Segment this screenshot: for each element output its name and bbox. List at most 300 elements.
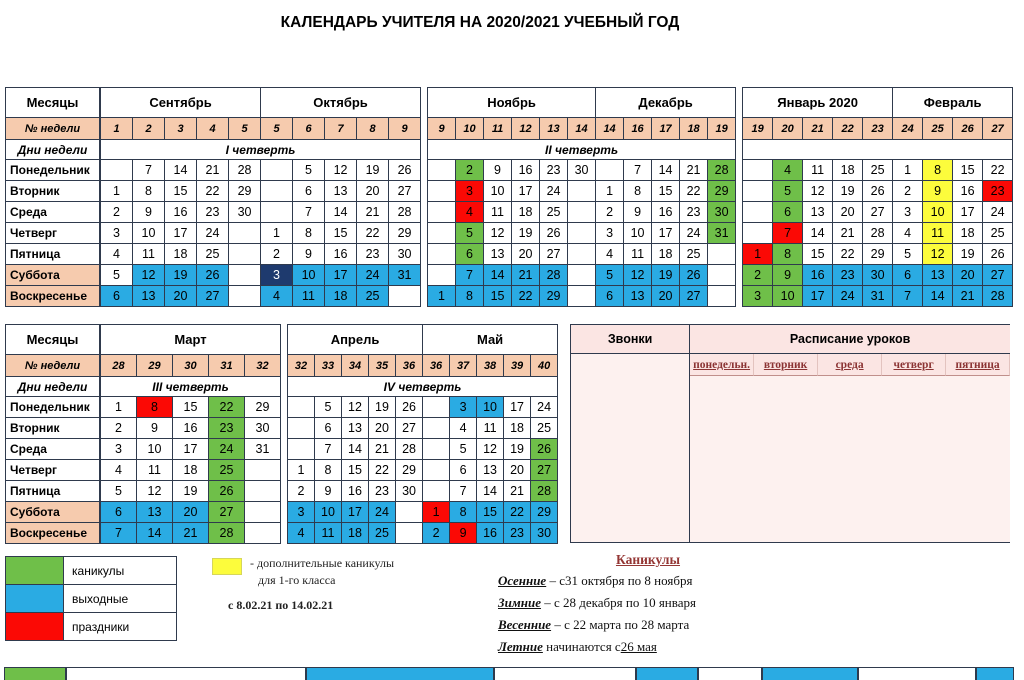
day-cell: 18 (833, 160, 863, 181)
day-cell: 4 (288, 523, 315, 544)
day-cell (428, 244, 456, 265)
day-cell: 2 (456, 160, 484, 181)
vacation-item: Осенние – с31 октября по 8 ноября (498, 573, 693, 588)
day-cell: 5 (101, 265, 133, 286)
day-cell: 11 (803, 160, 833, 181)
calendar-month-block (427, 87, 736, 307)
day-cell: 3 (101, 223, 133, 244)
day-cell: 13 (477, 460, 504, 481)
day-cell: 27 (540, 244, 568, 265)
bells-empty-body (571, 354, 690, 542)
day-cell: 14 (165, 160, 197, 181)
week-number: 26 (953, 118, 983, 140)
legend-label: каникулы (64, 557, 177, 585)
week-number: 29 (137, 355, 173, 377)
day-cell: 17 (652, 223, 680, 244)
day-cell: 10 (315, 502, 342, 523)
day-cell: 4 (261, 286, 293, 307)
day-cell: 31 (708, 223, 736, 244)
day-cell: 2 (596, 202, 624, 223)
day-cell: 24 (983, 202, 1013, 223)
day-cell: 23 (540, 160, 568, 181)
day-cell: 28 (983, 286, 1013, 307)
day-cell: 22 (680, 181, 708, 202)
day-cell: 31 (389, 265, 421, 286)
day-cell: 3 (101, 439, 137, 460)
day-cell: 29 (540, 286, 568, 307)
day-cell: 30 (531, 523, 558, 544)
day-cell (708, 286, 736, 307)
day-cell: 20 (369, 418, 396, 439)
day-cell: 20 (173, 502, 209, 523)
week-number: 17 (652, 118, 680, 140)
week-number: 1 (101, 118, 133, 140)
day-cell: 24 (531, 397, 558, 418)
day-cell (288, 397, 315, 418)
day-cell (423, 439, 450, 460)
day-cell: 24 (209, 439, 245, 460)
day-cell: 21 (197, 160, 229, 181)
vacations-info (498, 552, 798, 661)
week-number: 19 (743, 118, 773, 140)
day-cell (743, 202, 773, 223)
day-cell: 4 (101, 460, 137, 481)
day-cell: 4 (596, 244, 624, 265)
day-cell: 22 (512, 286, 540, 307)
day-cell: 10 (477, 397, 504, 418)
day-cell: 28 (229, 160, 261, 181)
day-cell: 20 (833, 202, 863, 223)
day-cell (708, 265, 736, 286)
day-cell: 17 (173, 439, 209, 460)
week-number: 7 (325, 118, 357, 140)
day-cell: 31 (245, 439, 281, 460)
day-cell: 28 (209, 523, 245, 544)
day-cell: 28 (531, 481, 558, 502)
day-cell: 26 (983, 244, 1013, 265)
day-cell: 5 (893, 244, 923, 265)
day-cell: 21 (833, 223, 863, 244)
day-cell: 18 (342, 523, 369, 544)
day-cell: 6 (596, 286, 624, 307)
day-cell (568, 202, 596, 223)
day-cell: 29 (389, 223, 421, 244)
day-cell: 22 (983, 160, 1013, 181)
month-name: Февраль (893, 88, 1013, 118)
day-cell (568, 286, 596, 307)
day-cell: 4 (456, 202, 484, 223)
vacation-item: Летние начинаются с26 мая (498, 639, 657, 654)
day-cell: 17 (953, 202, 983, 223)
day-cell: 23 (369, 481, 396, 502)
day-cell: 26 (863, 181, 893, 202)
day-cell: 27 (531, 460, 558, 481)
day-cell: 14 (484, 265, 512, 286)
day-cell: 17 (342, 502, 369, 523)
day-cell: 23 (209, 418, 245, 439)
day-cell: 27 (396, 418, 423, 439)
day-cell: 4 (773, 160, 803, 181)
day-cell: 21 (953, 286, 983, 307)
day-cell: 13 (923, 265, 953, 286)
label-weekdays: Дни недели (6, 140, 100, 160)
note-line-1: - дополнительные каникулы (250, 556, 395, 570)
day-cell: 24 (369, 502, 396, 523)
day-name-1: Понедельник (6, 160, 100, 181)
cropped-bottom-row (4, 667, 1016, 680)
day-cell: 16 (477, 523, 504, 544)
day-cell (568, 223, 596, 244)
day-cell: 13 (342, 418, 369, 439)
day-cell (288, 418, 315, 439)
day-cell: 15 (484, 286, 512, 307)
day-cell: 22 (833, 244, 863, 265)
day-cell: 8 (773, 244, 803, 265)
day-cell: 21 (173, 523, 209, 544)
day-cell: 23 (680, 202, 708, 223)
day-cell: 5 (450, 439, 477, 460)
day-cell: 7 (315, 439, 342, 460)
day-cell: 15 (173, 397, 209, 418)
day-name-2: Вторник (6, 181, 100, 202)
day-cell: 20 (357, 181, 389, 202)
day-cell: 20 (165, 286, 197, 307)
page-title: КАЛЕНДАРЬ УЧИТЕЛЯ НА 2020/2021 УЧЕБНЫЙ ГОД (280, 14, 680, 31)
day-cell: 3 (893, 202, 923, 223)
day-cell: 10 (923, 202, 953, 223)
day-cell: 16 (165, 202, 197, 223)
day-cell: 13 (133, 286, 165, 307)
day-cell: 31 (863, 286, 893, 307)
month-name: Декабрь (596, 88, 736, 118)
week-number: 35 (369, 355, 396, 377)
label-months: Месяцы (6, 88, 100, 118)
day-cell: 6 (293, 181, 325, 202)
day-cell: 2 (101, 202, 133, 223)
cropped-cell (762, 667, 858, 680)
day-name-3: Среда (6, 202, 100, 223)
legend-label: праздники (64, 613, 177, 641)
day-cell: 9 (624, 202, 652, 223)
vacation-season: Весенние (498, 617, 552, 632)
day-cell: 19 (652, 265, 680, 286)
week-number: 34 (342, 355, 369, 377)
day-cell: 16 (803, 265, 833, 286)
day-cell: 19 (953, 244, 983, 265)
day-name-2: Вторник (6, 418, 100, 439)
cropped-cell (636, 667, 698, 680)
day-cell: 25 (540, 202, 568, 223)
day-cell: 4 (893, 223, 923, 244)
month-name: Октябрь (261, 88, 421, 118)
day-cell: 1 (743, 244, 773, 265)
day-cell: 18 (953, 223, 983, 244)
day-cell: 3 (596, 223, 624, 244)
day-cell: 9 (137, 418, 173, 439)
week-number: 20 (773, 118, 803, 140)
day-cell: 5 (315, 397, 342, 418)
day-cell: 1 (101, 397, 137, 418)
day-cell: 1 (288, 460, 315, 481)
legend-label: выходные (64, 585, 177, 613)
day-cell: 24 (540, 181, 568, 202)
legend-table (5, 556, 177, 641)
day-cell (568, 265, 596, 286)
day-cell: 21 (357, 202, 389, 223)
quarter-label (743, 140, 1013, 160)
calendar-month-block (287, 324, 558, 544)
day-cell: 19 (165, 265, 197, 286)
top-calendar-table (5, 87, 1013, 307)
day-cell: 16 (173, 418, 209, 439)
day-cell: 24 (833, 286, 863, 307)
day-cell: 7 (450, 481, 477, 502)
row-label-column (5, 87, 100, 307)
day-cell: 6 (773, 202, 803, 223)
day-cell: 17 (504, 397, 531, 418)
day-cell: 25 (369, 523, 396, 544)
day-cell: 8 (624, 181, 652, 202)
week-number: 21 (803, 118, 833, 140)
day-cell: 23 (504, 523, 531, 544)
vacation-season: Зимние (498, 595, 541, 610)
day-cell: 14 (477, 481, 504, 502)
week-number: 32 (245, 355, 281, 377)
day-cell: 14 (137, 523, 173, 544)
day-cell: 27 (983, 265, 1013, 286)
week-number: 31 (209, 355, 245, 377)
day-cell: 29 (396, 460, 423, 481)
day-cell: 17 (512, 181, 540, 202)
day-cell: 10 (137, 439, 173, 460)
day-cell: 12 (137, 481, 173, 502)
day-cell: 3 (450, 397, 477, 418)
day-cell: 12 (624, 265, 652, 286)
day-cell: 17 (803, 286, 833, 307)
day-cell: 20 (512, 244, 540, 265)
day-cell: 9 (773, 265, 803, 286)
week-number: 5 (261, 118, 293, 140)
week-number: 2 (133, 118, 165, 140)
day-cell: 12 (325, 160, 357, 181)
day-cell: 25 (197, 244, 229, 265)
day-cell: 17 (165, 223, 197, 244)
quarter-label: II четверть (428, 140, 736, 160)
day-cell (708, 244, 736, 265)
day-cell (261, 181, 293, 202)
day-cell: 18 (325, 286, 357, 307)
day-cell: 3 (743, 286, 773, 307)
cropped-cell (306, 667, 494, 680)
day-cell: 15 (652, 181, 680, 202)
day-cell: 19 (833, 181, 863, 202)
day-cell: 13 (325, 181, 357, 202)
month-name: Январь 2020 (743, 88, 893, 118)
day-name-5: Пятница (6, 481, 100, 502)
day-cell: 18 (165, 244, 197, 265)
day-cell: 14 (342, 439, 369, 460)
day-cell: 26 (531, 439, 558, 460)
day-cell: 4 (101, 244, 133, 265)
day-cell: 26 (540, 223, 568, 244)
day-cell (428, 265, 456, 286)
day-cell: 25 (983, 223, 1013, 244)
day-cell: 9 (315, 481, 342, 502)
day-cell: 23 (833, 265, 863, 286)
label-week-numbers: № недели (6, 118, 100, 140)
day-cell: 29 (708, 181, 736, 202)
day-cell: 26 (389, 160, 421, 181)
day-cell: 6 (893, 265, 923, 286)
day-cell (428, 223, 456, 244)
day-cell: 10 (624, 223, 652, 244)
day-cell: 26 (680, 265, 708, 286)
day-cell: 30 (245, 418, 281, 439)
day-cell (229, 286, 261, 307)
day-cell: 6 (101, 286, 133, 307)
week-number: 12 (512, 118, 540, 140)
day-cell: 11 (477, 418, 504, 439)
day-cell: 16 (512, 160, 540, 181)
week-number: 13 (540, 118, 568, 140)
day-cell: 15 (953, 160, 983, 181)
day-cell: 25 (531, 418, 558, 439)
day-cell: 21 (680, 160, 708, 181)
week-number: 25 (923, 118, 953, 140)
day-cell: 1 (893, 160, 923, 181)
day-cell: 30 (389, 244, 421, 265)
day-cell (423, 481, 450, 502)
label-week-numbers: № недели (6, 355, 100, 377)
schedule-empty-body (690, 376, 1010, 542)
day-cell: 6 (450, 460, 477, 481)
day-name-5: Пятница (6, 244, 100, 265)
day-cell (261, 202, 293, 223)
day-cell: 28 (396, 439, 423, 460)
day-cell: 7 (293, 202, 325, 223)
day-cell: 21 (369, 439, 396, 460)
day-cell: 25 (680, 244, 708, 265)
day-cell: 2 (288, 481, 315, 502)
day-cell: 8 (315, 460, 342, 481)
day-cell: 28 (708, 160, 736, 181)
day-cell: 11 (624, 244, 652, 265)
day-cell (229, 244, 261, 265)
quarter-label: I четверть (101, 140, 421, 160)
day-cell (743, 181, 773, 202)
day-cell: 23 (983, 181, 1013, 202)
week-number: 37 (450, 355, 477, 377)
day-cell: 12 (484, 223, 512, 244)
day-cell: 18 (512, 202, 540, 223)
vacation-date: 26 мая (620, 639, 657, 654)
day-cell: 1 (596, 181, 624, 202)
month-name: Ноябрь (428, 88, 596, 118)
week-number: 14 (596, 118, 624, 140)
day-cell: 7 (773, 223, 803, 244)
day-cell: 11 (293, 286, 325, 307)
day-cell (423, 460, 450, 481)
month-name: Март (101, 325, 281, 355)
day-cell: 25 (209, 460, 245, 481)
day-cell: 16 (652, 202, 680, 223)
day-cell: 14 (923, 286, 953, 307)
day-cell: 9 (450, 523, 477, 544)
day-cell: 19 (504, 439, 531, 460)
day-cell: 27 (209, 502, 245, 523)
legend-swatch (6, 585, 64, 613)
calendar-month-block (100, 324, 281, 544)
day-cell: 11 (133, 244, 165, 265)
day-cell: 27 (389, 181, 421, 202)
week-number: 30 (173, 355, 209, 377)
day-cell: 27 (197, 286, 229, 307)
day-cell: 18 (173, 460, 209, 481)
day-cell: 2 (423, 523, 450, 544)
color-legend (5, 556, 177, 641)
day-cell: 7 (101, 523, 137, 544)
day-cell: 26 (396, 397, 423, 418)
legend-swatch (6, 613, 64, 641)
vacation-item: Весенние – с 22 марта по 28 марта (498, 617, 690, 632)
schedule-day-header: пятница (946, 354, 1010, 376)
day-cell: 12 (923, 244, 953, 265)
day-cell: 28 (389, 202, 421, 223)
day-cell (245, 460, 281, 481)
day-cell: 8 (450, 502, 477, 523)
day-cell (428, 202, 456, 223)
day-cell: 20 (953, 265, 983, 286)
day-cell: 8 (456, 286, 484, 307)
day-cell: 8 (133, 181, 165, 202)
day-name-4: Четверг (6, 460, 100, 481)
week-number: 6 (293, 118, 325, 140)
day-cell: 29 (863, 244, 893, 265)
day-cell: 8 (923, 160, 953, 181)
day-cell: 15 (477, 502, 504, 523)
month-name: Сентябрь (101, 88, 261, 118)
bells-and-schedule-panel (570, 324, 1010, 543)
quarter-label: IV четверть (288, 377, 558, 397)
day-cell: 10 (293, 265, 325, 286)
day-cell: 19 (512, 223, 540, 244)
week-number: 40 (531, 355, 558, 377)
day-cell: 22 (209, 397, 245, 418)
day-cell: 13 (137, 502, 173, 523)
day-cell: 16 (342, 481, 369, 502)
day-cell: 20 (504, 460, 531, 481)
bells-header: Звонки (571, 325, 690, 354)
week-number: 36 (396, 355, 423, 377)
day-cell: 10 (773, 286, 803, 307)
vacations-title: Каникулы (615, 552, 681, 567)
day-cell: 21 (512, 265, 540, 286)
day-cell: 15 (342, 460, 369, 481)
week-number: 18 (680, 118, 708, 140)
day-cell: 20 (652, 286, 680, 307)
day-cell: 8 (137, 397, 173, 418)
day-cell: 11 (315, 523, 342, 544)
cropped-cell (4, 667, 66, 680)
week-number: 32 (288, 355, 315, 377)
day-cell: 7 (893, 286, 923, 307)
day-cell: 21 (504, 481, 531, 502)
day-cell: 25 (357, 286, 389, 307)
legend-swatch (6, 557, 64, 585)
day-cell (245, 481, 281, 502)
week-number: 16 (624, 118, 652, 140)
day-cell: 26 (197, 265, 229, 286)
